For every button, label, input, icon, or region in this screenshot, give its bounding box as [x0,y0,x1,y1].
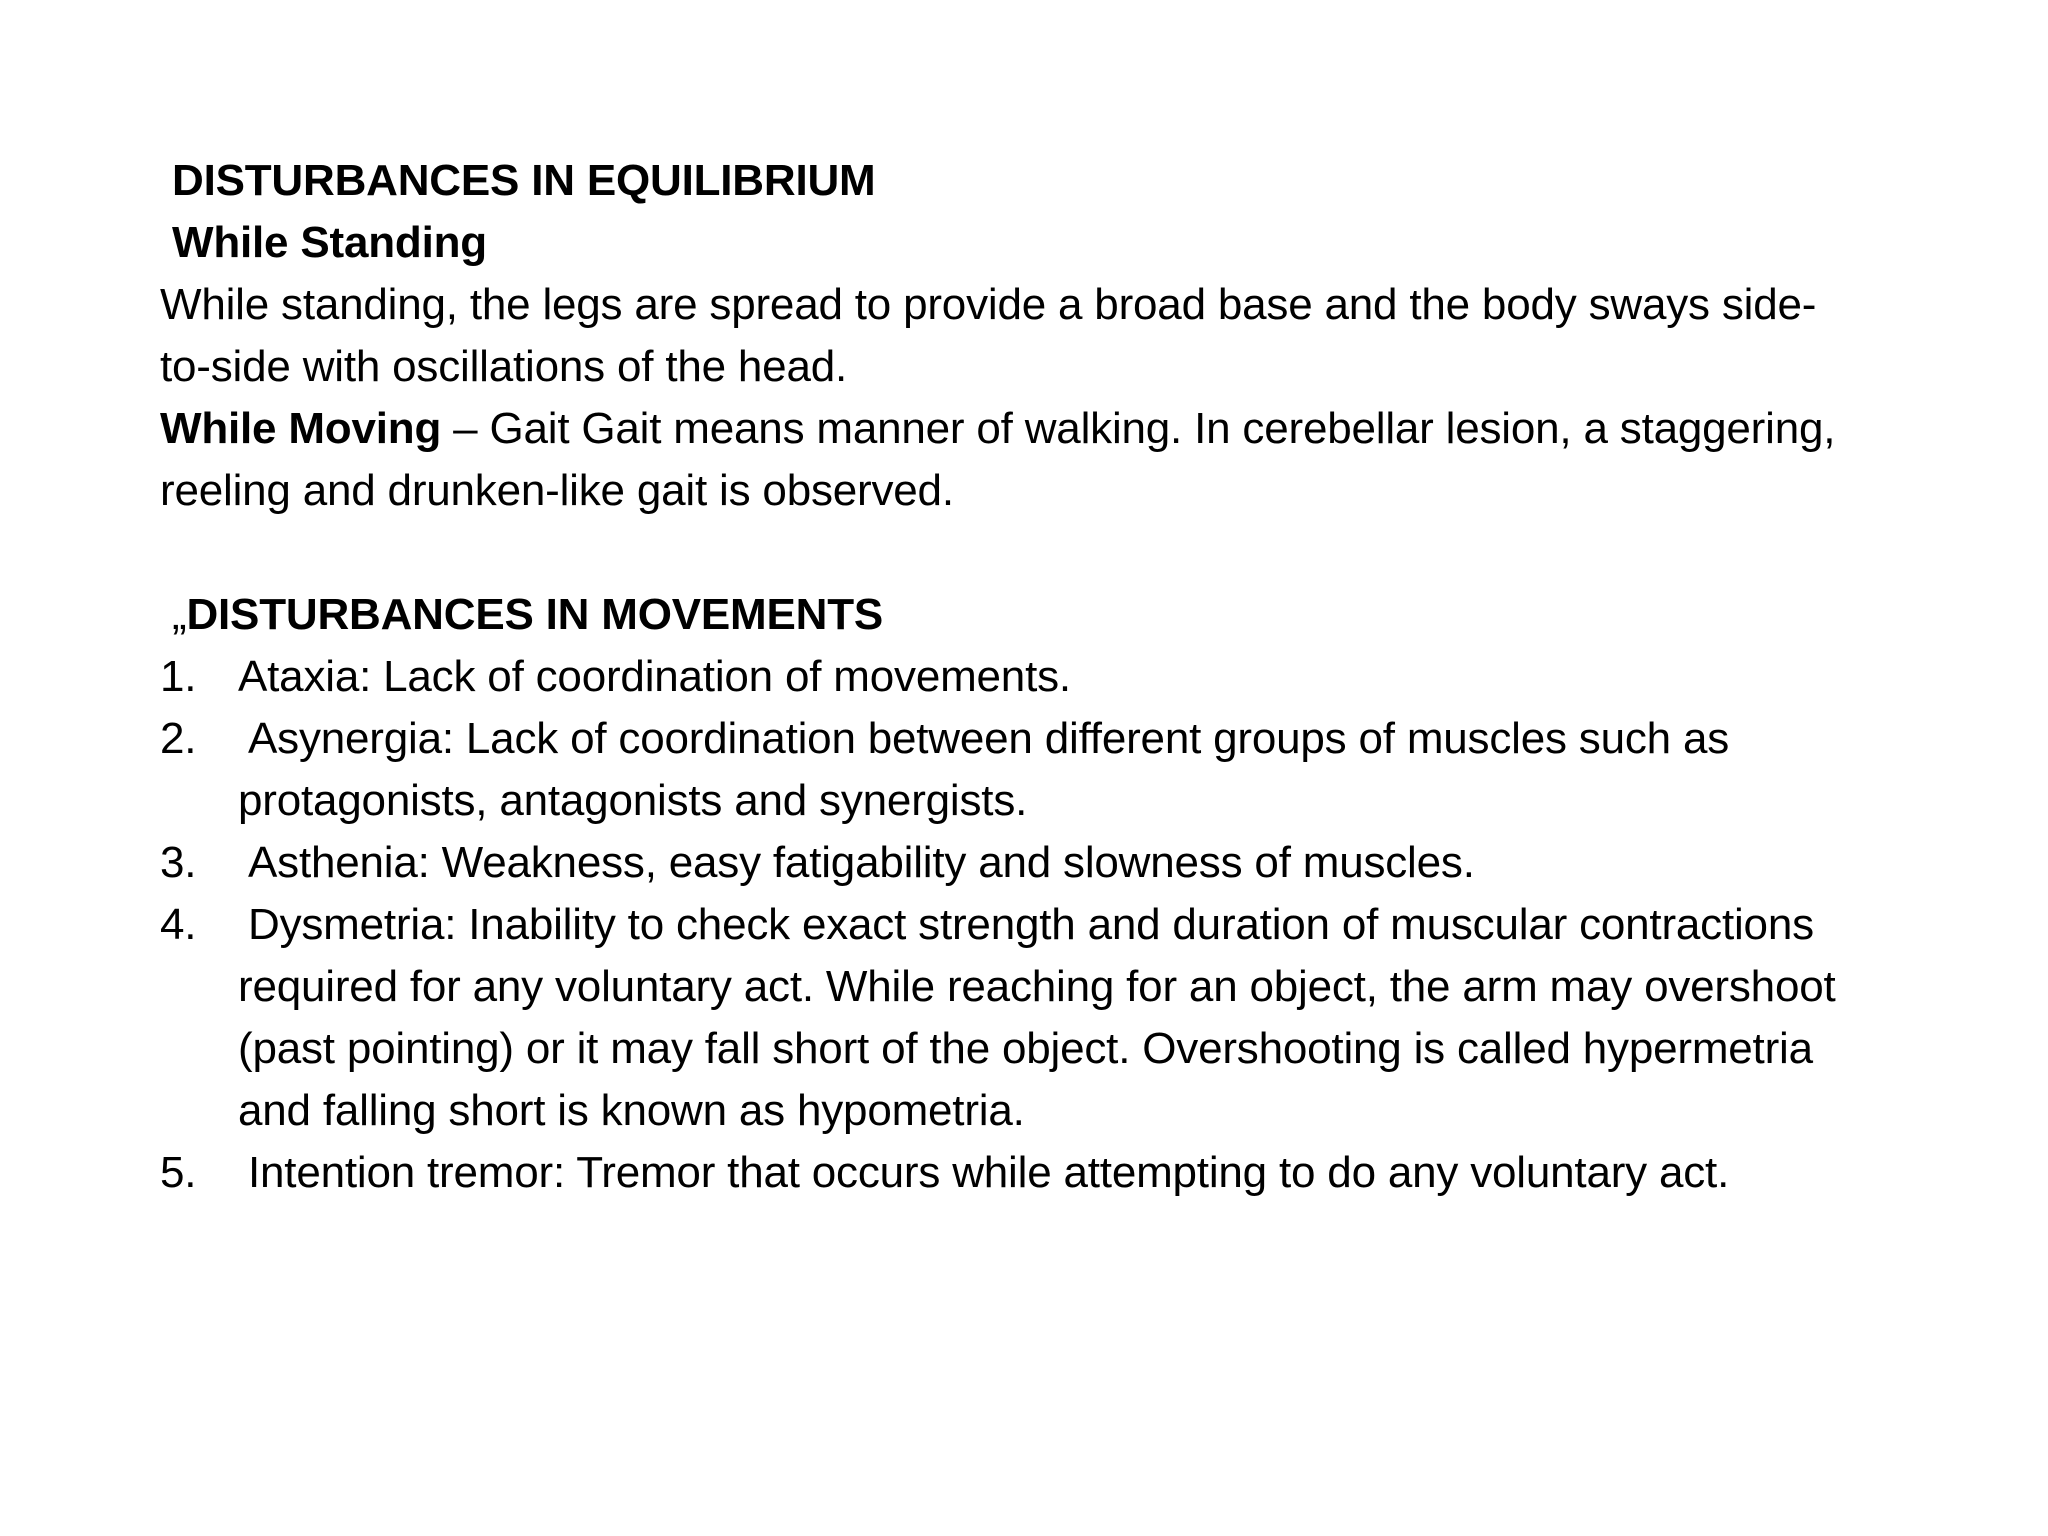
list-item [160,708,1860,832]
movements-heading-text: DISTURBANCES IN MOVEMENTS [186,590,884,639]
list-item [160,646,1860,708]
movements-heading [160,584,1860,646]
list-item-text: Ataxia: Lack of coordination of movements. [238,652,1071,701]
standing-subheading: While Standing [172,218,487,267]
list-item [160,832,1860,894]
quote-mark: „ [172,590,187,639]
moving-label: While Moving [160,404,442,453]
list-item [160,894,1860,1142]
list-item-number: 3. [160,838,197,887]
list-item-text: Intention tremor: Tremor that occurs while attempting to do any voluntary act. [248,1148,1730,1197]
list-item-number: 5. [160,1148,197,1197]
list-item-number: 2. [160,714,197,763]
list-item-number: 4. [160,900,197,949]
slide-content [160,150,1860,1204]
list-item [160,1142,1860,1204]
list-item-text: Dysmetria: Inability to check exact strength and duration of muscular contractions required for any voluntary act. While reaching for an object, the arm may overshoot (past pointing) or it may fall short of the object. Overshooting is called hypermetria and falling short is known as hypometria. [238,900,1836,1135]
equilibrium-heading: DISTURBANCES IN EQUILIBRIUM [172,156,876,205]
moving-text: – Gait Gait means manner of walking. In cerebellar lesion, a staggering, reeling and drunken-like gait is observed. [160,404,1836,515]
standing-paragraph: While standing, the legs are spread to provide a broad base and the body sways side-to-side with oscillations of the head. [160,280,1817,391]
moving-paragraph [160,398,1860,522]
list-item-text: Asynergia: Lack of coordination between different groups of muscles such as protagonists, antagonists and synergists. [238,714,1730,825]
list-item-text: Asthenia: Weakness, easy fatigability and slowness of muscles. [248,838,1475,887]
list-item-number: 1. [160,652,197,701]
section-spacer [160,522,1860,584]
movements-list [160,646,1860,1204]
